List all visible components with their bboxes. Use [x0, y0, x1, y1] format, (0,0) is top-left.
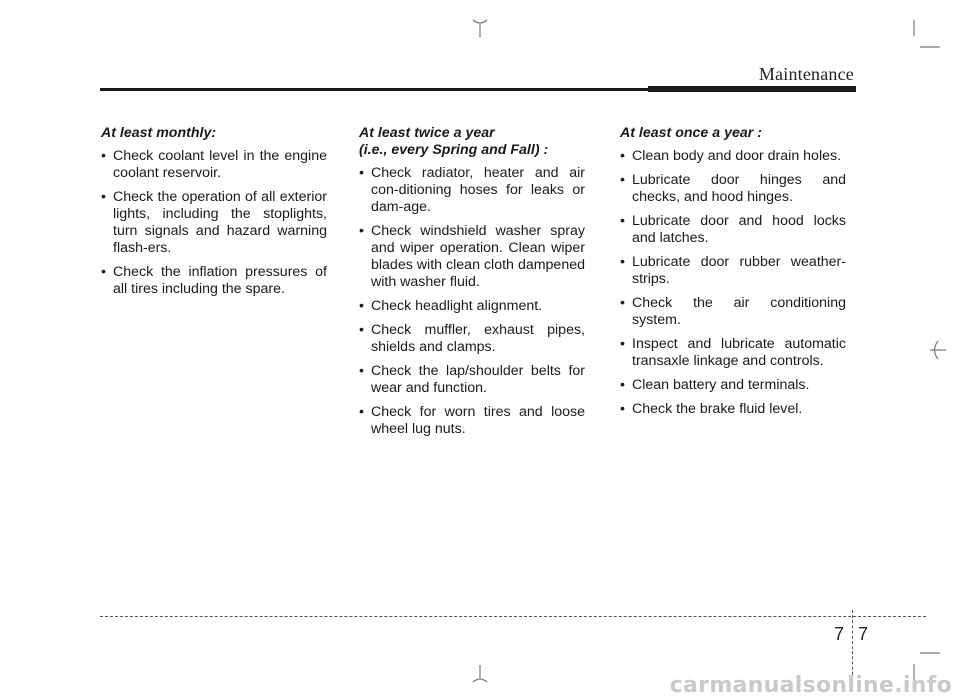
list-item: • Check coolant level in the engine coolant reservoir.	[101, 148, 327, 182]
twice-yearly-column	[359, 125, 585, 445]
checklist	[620, 148, 846, 418]
list-item: • Check the brake fluid level.	[620, 401, 846, 418]
list-item: • Check the operation of all exterior lights, including the stoplights, turn signals and hazard warning flash-ers.	[101, 189, 327, 257]
monthly-column	[101, 125, 327, 305]
crop-mark-top-icon	[469, 16, 491, 38]
header-rule-accent	[648, 86, 856, 92]
footer-rule	[100, 616, 926, 617]
list-item: • Check headlight alignment.	[359, 298, 585, 315]
watermark-text: carmanualsonline.info	[669, 673, 952, 698]
list-item: • Lubricate door hinges and checks, and hood hinges.	[620, 172, 846, 206]
crop-mark-bottom-icon	[469, 664, 491, 686]
list-item: • Check muffler, exhaust pipes, shields and clamps.	[359, 322, 585, 356]
checklist	[101, 148, 327, 298]
list-item: • Check for worn tires and loose wheel lug nuts.	[359, 404, 585, 438]
chapter-number: 7	[834, 624, 845, 644]
yearly-column	[620, 125, 846, 425]
column-heading: At least once a year :	[620, 125, 762, 141]
column-heading: At least twice a year (i.e., every Spring and Fall) :	[359, 125, 549, 158]
list-item: • Check the lap/shoulder belts for wear and function.	[359, 363, 585, 397]
list-item: • Inspect and lubricate automatic transaxle linkage and controls.	[620, 336, 846, 370]
list-item: • Lubricate door and hood locks and latches.	[620, 213, 846, 247]
list-item: • Check the inflation pressures of all tires including the spare.	[101, 264, 327, 298]
list-item: • Check radiator, heater and air con-ditioning hoses for leaks or dam-age.	[359, 165, 585, 216]
list-item: • Clean battery and terminals.	[620, 377, 846, 394]
footer-divider	[852, 610, 853, 680]
checklist	[359, 165, 585, 438]
list-item: • Lubricate door rubber weather-strips.	[620, 254, 846, 288]
crop-mark-corner-top-icon	[910, 20, 940, 50]
section-title: Maintenance	[758, 64, 854, 84]
crop-mark-right-icon	[924, 338, 948, 362]
column-heading: At least monthly:	[101, 125, 217, 141]
list-item: • Check windshield washer spray and wiper operation. Clean wiper blades with clean cloth dampened with washer fluid.	[359, 223, 585, 291]
list-item: • Check the air conditioning system.	[620, 295, 846, 329]
page-number: 7	[858, 624, 869, 644]
list-item: • Clean body and door drain holes.	[620, 148, 846, 165]
